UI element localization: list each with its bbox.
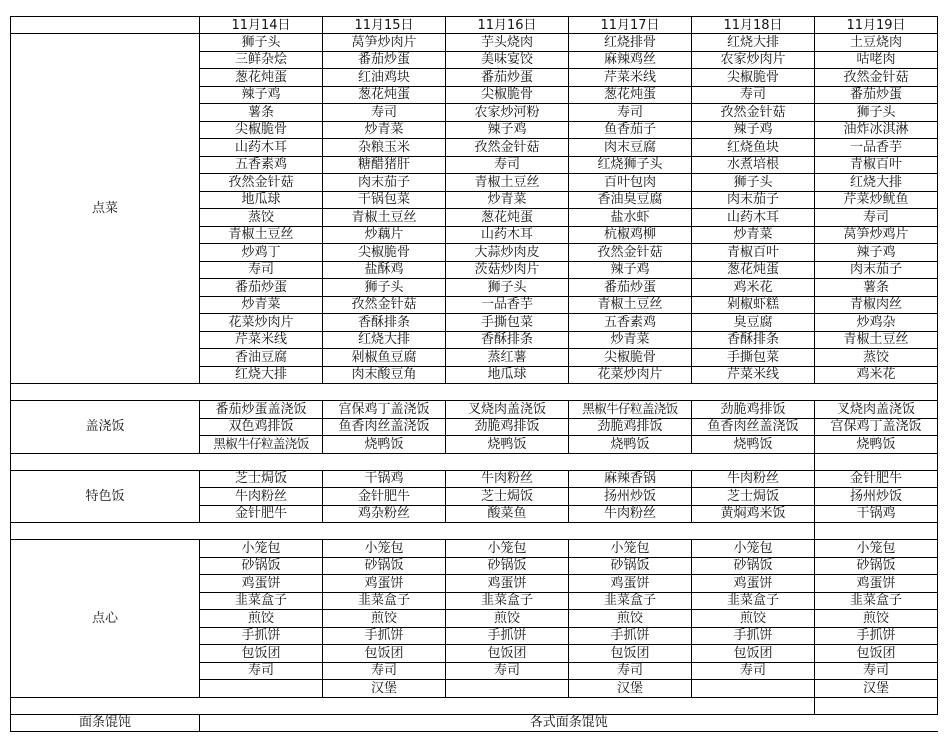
- menu-item-cell: 香酥排条: [692, 331, 815, 349]
- menu-item-cell: 番茄炒蛋盖浇饭: [200, 401, 323, 419]
- menu-item-cell: 炒鸡杂: [815, 314, 938, 332]
- menu-item-cell: 汉堡: [323, 680, 446, 698]
- menu-item-cell: [692, 680, 815, 698]
- menu-item-cell: 手抓饼: [815, 627, 938, 645]
- menu-item-cell: 鸡蛋饼: [692, 575, 815, 593]
- menu-item-cell: 葱花炖蛋: [200, 69, 323, 87]
- menu-item-cell: 韭菜盒子: [815, 592, 938, 610]
- menu-item-cell: 尖椒脆骨: [692, 69, 815, 87]
- menu-item-cell: 一品香芋: [446, 296, 569, 314]
- menu-item-cell: 烧鸭饭: [323, 436, 446, 454]
- menu-item-cell: 红烧大排: [815, 174, 938, 192]
- menu-item-cell: 臭豆腐: [692, 314, 815, 332]
- menu-item-cell: 鸡蛋饼: [815, 575, 938, 593]
- menu-item-cell: 尖椒脆骨: [323, 244, 446, 262]
- menu-item-cell: 青椒土豆丝: [323, 209, 446, 227]
- menu-item-cell: 尖椒脆骨: [569, 349, 692, 367]
- menu-item-cell: 番茄炒蛋: [815, 86, 938, 104]
- menu-item-cell: 茨菇炒肉片: [446, 261, 569, 279]
- menu-item-cell: 韭菜盒子: [692, 592, 815, 610]
- menu-item-cell: 炒青菜: [446, 191, 569, 209]
- menu-item-cell: 青椒土豆丝: [446, 174, 569, 192]
- menu-item-cell: 煎饺: [200, 610, 323, 628]
- menu-item-cell: 鸡蛋饼: [569, 575, 692, 593]
- rice-bowls-category-label: 盖浇饭: [11, 401, 200, 454]
- date-header: 11月19日: [815, 17, 938, 34]
- menu-item-cell: 寿司: [692, 86, 815, 104]
- menu-item-cell: 糖醋猪肝: [323, 156, 446, 174]
- menu-item-cell: 叉烧肉盖浇饭: [815, 401, 938, 419]
- separator-cell: [815, 697, 938, 714]
- menu-item-cell: 红油鸡块: [323, 69, 446, 87]
- menu-item-cell: 葱花炖蛋: [446, 209, 569, 227]
- menu-item-cell: 肉末酸豆角: [323, 366, 446, 384]
- menu-item-cell: 小笼包: [815, 540, 938, 558]
- menu-item-cell: 寿司: [446, 662, 569, 680]
- menu-item-cell: 煎饺: [446, 610, 569, 628]
- menu-item-cell: 香油臭豆腐: [569, 191, 692, 209]
- menu-item-cell: 干锅鸡: [815, 505, 938, 523]
- menu-item-cell: 蒸饺: [200, 209, 323, 227]
- menu-item-cell: 三鲜杂烩: [200, 51, 323, 69]
- menu-item-cell: 烧鸭饭: [815, 436, 938, 454]
- menu-item-cell: 砂锅饭: [692, 557, 815, 575]
- menu-item-cell: 青椒土豆丝: [200, 226, 323, 244]
- menu-item-cell: 狮子头: [692, 174, 815, 192]
- menu-item-cell: 山药木耳: [692, 209, 815, 227]
- section-separator: [11, 384, 938, 401]
- menu-item-cell: 肉末茄子: [692, 191, 815, 209]
- menu-item-cell: 花菜炒肉片: [569, 366, 692, 384]
- menu-item-cell: 鸡米花: [815, 366, 938, 384]
- menu-item-cell: 黑椒牛仔粒盖浇饭: [200, 436, 323, 454]
- date-header: 11月18日: [692, 17, 815, 34]
- menu-item-cell: 手抓饼: [200, 627, 323, 645]
- menu-item-cell: 盐酥鸡: [323, 261, 446, 279]
- menu-item-cell: 剁椒鱼豆腐: [323, 349, 446, 367]
- menu-item-cell: 手撕包菜: [446, 314, 569, 332]
- menu-item-cell: 寿司: [815, 209, 938, 227]
- section-separator: [11, 523, 938, 540]
- menu-item-cell: 蒸饺: [815, 349, 938, 367]
- separator-cell: [11, 453, 815, 470]
- menu-item-cell: 辣子鸡: [815, 244, 938, 262]
- menu-item-cell: 剁椒虾糕: [692, 296, 815, 314]
- menu-item-cell: 金针肥牛: [323, 488, 446, 506]
- menu-item-cell: 农家炒河粉: [446, 104, 569, 122]
- menu-item-cell: 鸡蛋饼: [323, 575, 446, 593]
- menu-item-cell: 小笼包: [446, 540, 569, 558]
- menu-item-cell: 番茄炒蛋: [446, 69, 569, 87]
- menu-item-cell: 蒸红薯: [446, 349, 569, 367]
- menu-item-cell: 青椒百叶: [692, 244, 815, 262]
- menu-item-cell: 红烧排骨: [569, 34, 692, 52]
- menu-item-cell: 小笼包: [323, 540, 446, 558]
- date-header: 11月17日: [569, 17, 692, 34]
- menu-item-cell: 寿司: [569, 104, 692, 122]
- snacks-row: [11, 540, 938, 558]
- menu-item-cell: 手抓饼: [569, 627, 692, 645]
- menu-item-cell: 百叶包肉: [569, 174, 692, 192]
- menu-item-cell: 炒青菜: [323, 121, 446, 139]
- menu-item-cell: 烧鸭饭: [446, 436, 569, 454]
- menu-item-cell: 砂锅饭: [815, 557, 938, 575]
- menu-item-cell: 肉末茄子: [815, 261, 938, 279]
- noodles-value-cell: 各式面条馄饨: [200, 714, 938, 732]
- menu-item-cell: 金针肥牛: [815, 470, 938, 488]
- menu-item-cell: 孜然金针菇: [200, 174, 323, 192]
- menu-item-cell: 劲脆鸡排饭: [692, 401, 815, 419]
- separator-cell: [11, 384, 938, 401]
- menu-item-cell: 酸菜鱼: [446, 505, 569, 523]
- menu-item-cell: 薯条: [200, 104, 323, 122]
- menu-item-cell: 狮子头: [815, 104, 938, 122]
- menu-item-cell: 五香素鸡: [200, 156, 323, 174]
- menu-item-cell: 葱花炖蛋: [692, 261, 815, 279]
- menu-item-cell: 砂锅饭: [446, 557, 569, 575]
- menu-item-cell: 牛肉粉丝: [446, 470, 569, 488]
- menu-item-cell: 红烧大排: [200, 366, 323, 384]
- separator-cell: [11, 697, 815, 714]
- dishes-category-label: 点菜: [11, 34, 200, 384]
- menu-item-cell: 孜然金针菇: [323, 296, 446, 314]
- menu-item-cell: 烧鸭饭: [569, 436, 692, 454]
- menu-item-cell: 包饭团: [692, 645, 815, 663]
- menu-item-cell: 芝士焗饭: [200, 470, 323, 488]
- menu-item-cell: 芹菜米线: [200, 331, 323, 349]
- menu-item-cell: 红烧大排: [692, 34, 815, 52]
- menu-item-cell: 煎饺: [569, 610, 692, 628]
- menu-item-cell: 干锅包菜: [323, 191, 446, 209]
- menu-item-cell: 寿司: [200, 662, 323, 680]
- menu-item-cell: 芝士焗饭: [692, 488, 815, 506]
- menu-item-cell: 鸡杂粉丝: [323, 505, 446, 523]
- menu-item-cell: 炒青菜: [200, 296, 323, 314]
- menu-item-cell: 牛肉粉丝: [200, 488, 323, 506]
- dishes-row: [11, 34, 938, 52]
- menu-item-cell: 炒鸡丁: [200, 244, 323, 262]
- menu-item-cell: 烧鸭饭: [692, 436, 815, 454]
- menu-item-cell: 砂锅饭: [569, 557, 692, 575]
- menu-item-cell: 美味宴饺: [446, 51, 569, 69]
- menu-item-cell: 大蒜炒肉皮: [446, 244, 569, 262]
- menu-item-cell: 红烧狮子头: [569, 156, 692, 174]
- menu-item-cell: 手抓饼: [323, 627, 446, 645]
- section-separator: [11, 697, 938, 714]
- menu-item-cell: 韭菜盒子: [569, 592, 692, 610]
- menu-item-cell: 青椒土豆丝: [569, 296, 692, 314]
- menu-item-cell: 寿司: [200, 261, 323, 279]
- menu-item-cell: 寿司: [323, 104, 446, 122]
- date-header: 11月14日: [200, 17, 323, 34]
- menu-item-cell: 辣子鸡: [569, 261, 692, 279]
- date-header: 11月15日: [323, 17, 446, 34]
- menu-item-cell: 麻辣鸡丝: [569, 51, 692, 69]
- menu-item-cell: 小笼包: [692, 540, 815, 558]
- menu-item-cell: 孜然金针菇: [446, 139, 569, 157]
- menu-item-cell: 芝士焗饭: [446, 488, 569, 506]
- header-row: [11, 17, 938, 34]
- menu-item-cell: 寿司: [323, 662, 446, 680]
- menu-item-cell: 莴笋炒肉片: [323, 34, 446, 52]
- noodles-category-label: 面条馄饨: [11, 714, 200, 732]
- rice-bowls-row: [11, 401, 938, 419]
- menu-item-cell: 炒青菜: [692, 226, 815, 244]
- menu-item-cell: 汉堡: [815, 680, 938, 698]
- menu-item-cell: 杂粮玉米: [323, 139, 446, 157]
- menu-item-cell: 煎饺: [323, 610, 446, 628]
- weekly-menu-table: [10, 16, 938, 732]
- menu-item-cell: 扬州炒饭: [815, 488, 938, 506]
- menu-item-cell: 一品香芋: [815, 139, 938, 157]
- menu-item-cell: 金针肥牛: [200, 505, 323, 523]
- menu-item-cell: 砂锅饭: [323, 557, 446, 575]
- menu-item-cell: 寿司: [692, 662, 815, 680]
- date-header: 11月16日: [446, 17, 569, 34]
- menu-item-cell: 杭椒鸡柳: [569, 226, 692, 244]
- menu-item-cell: 韭菜盒子: [323, 592, 446, 610]
- menu-item-cell: 黄焖鸡米饭: [692, 505, 815, 523]
- menu-item-cell: 油炸冰淇淋: [815, 121, 938, 139]
- menu-item-cell: 包饭团: [446, 645, 569, 663]
- menu-item-cell: 狮子头: [323, 279, 446, 297]
- menu-item-cell: 芹菜炒鱿鱼: [815, 191, 938, 209]
- menu-item-cell: 包饭团: [200, 645, 323, 663]
- menu-item-cell: 包饭团: [323, 645, 446, 663]
- menu-item-cell: 叉烧肉盖浇饭: [446, 401, 569, 419]
- menu-item-cell: 辣子鸡: [692, 121, 815, 139]
- menu-item-cell: 红烧鱼块: [692, 139, 815, 157]
- menu-item-cell: 韭菜盒子: [446, 592, 569, 610]
- menu-item-cell: 寿司: [815, 662, 938, 680]
- menu-item-cell: 肉末豆腐: [569, 139, 692, 157]
- menu-item-cell: 红烧大排: [323, 331, 446, 349]
- menu-item-cell: 番茄炒蛋: [569, 279, 692, 297]
- menu-item-cell: 小笼包: [569, 540, 692, 558]
- corner-cell: [11, 17, 200, 34]
- menu-item-cell: 山药木耳: [200, 139, 323, 157]
- menu-item-cell: 劲脆鸡排饭: [569, 418, 692, 436]
- menu-item-cell: 手抓饼: [446, 627, 569, 645]
- menu-item-cell: 炒藕片: [323, 226, 446, 244]
- menu-item-cell: 五香素鸡: [569, 314, 692, 332]
- menu-item-cell: 包饭团: [569, 645, 692, 663]
- menu-item-cell: 香油豆腐: [200, 349, 323, 367]
- menu-item-cell: 辣子鸡: [200, 86, 323, 104]
- menu-item-cell: 牛肉粉丝: [569, 505, 692, 523]
- menu-item-cell: 尖椒脆骨: [200, 121, 323, 139]
- menu-item-cell: 香酥排条: [446, 331, 569, 349]
- menu-item-cell: 土豆烧肉: [815, 34, 938, 52]
- menu-item-cell: 鱼香茄子: [569, 121, 692, 139]
- menu-item-cell: 盐水虾: [569, 209, 692, 227]
- menu-item-cell: 双色鸡排饭: [200, 418, 323, 436]
- menu-item-cell: 鸡蛋饼: [446, 575, 569, 593]
- menu-item-cell: 砂锅饭: [200, 557, 323, 575]
- menu-item-cell: 番茄炒蛋: [323, 51, 446, 69]
- menu-item-cell: 鸡蛋饼: [200, 575, 323, 593]
- menu-item-cell: 孜然金针菇: [692, 104, 815, 122]
- menu-item-cell: 包饭团: [815, 645, 938, 663]
- menu-item-cell: 地瓜球: [200, 191, 323, 209]
- menu-item-cell: 芹菜米线: [569, 69, 692, 87]
- menu-item-cell: 手抓饼: [692, 627, 815, 645]
- menu-item-cell: 农家炒肉片: [692, 51, 815, 69]
- menu-item-cell: 香酥排条: [323, 314, 446, 332]
- menu-item-cell: 煎饺: [815, 610, 938, 628]
- snacks-category-label: 点心: [11, 540, 200, 698]
- menu-item-cell: [446, 680, 569, 698]
- separator-cell: [11, 523, 815, 540]
- menu-item-cell: 汉堡: [569, 680, 692, 698]
- menu-item-cell: 寿司: [569, 662, 692, 680]
- menu-item-cell: 芋头烧肉: [446, 34, 569, 52]
- menu-item-cell: 地瓜球: [446, 366, 569, 384]
- menu-item-cell: 寿司: [446, 156, 569, 174]
- menu-item-cell: 手撕包菜: [692, 349, 815, 367]
- menu-item-cell: 宫保鸡丁盖浇饭: [323, 401, 446, 419]
- menu-item-cell: 水煮培根: [692, 156, 815, 174]
- menu-item-cell: 孜然金针菇: [815, 69, 938, 87]
- menu-item-cell: 莴笋炒鸡片: [815, 226, 938, 244]
- specials-row: [11, 470, 938, 488]
- menu-item-cell: 牛肉粉丝: [692, 470, 815, 488]
- menu-item-cell: 狮子头: [446, 279, 569, 297]
- menu-item-cell: 薯条: [815, 279, 938, 297]
- separator-cell: [815, 453, 938, 470]
- menu-item-cell: 劲脆鸡排饭: [446, 418, 569, 436]
- menu-item-cell: 肉末茄子: [323, 174, 446, 192]
- menu-item-cell: 麻辣香锅: [569, 470, 692, 488]
- section-separator: [11, 453, 938, 470]
- menu-item-cell: 花菜炒肉片: [200, 314, 323, 332]
- menu-item-cell: 煎饺: [692, 610, 815, 628]
- menu-item-cell: 芹菜米线: [692, 366, 815, 384]
- menu-item-cell: 宫保鸡丁盖浇饭: [815, 418, 938, 436]
- menu-item-cell: [200, 680, 323, 698]
- menu-item-cell: 干锅鸡: [323, 470, 446, 488]
- menu-item-cell: 山药木耳: [446, 226, 569, 244]
- menu-item-cell: 扬州炒饭: [569, 488, 692, 506]
- menu-item-cell: 尖椒脆骨: [446, 86, 569, 104]
- menu-item-cell: 青椒土豆丝: [815, 331, 938, 349]
- menu-item-cell: 孜然金针菇: [569, 244, 692, 262]
- menu-item-cell: 葱花炖蛋: [323, 86, 446, 104]
- menu-item-cell: 番茄炒蛋: [200, 279, 323, 297]
- menu-item-cell: 韭菜盒子: [200, 592, 323, 610]
- specials-category-label: 特色饭: [11, 470, 200, 523]
- menu-item-cell: 鱼香肉丝盖浇饭: [323, 418, 446, 436]
- menu-item-cell: 小笼包: [200, 540, 323, 558]
- menu-item-cell: 黑椒牛仔粒盖浇饭: [569, 401, 692, 419]
- menu-item-cell: 鸡米花: [692, 279, 815, 297]
- menu-item-cell: 辣子鸡: [446, 121, 569, 139]
- menu-item-cell: 青椒百叶: [815, 156, 938, 174]
- noodles-row: [11, 714, 938, 732]
- menu-item-cell: 葱花炖蛋: [569, 86, 692, 104]
- menu-item-cell: 炒青菜: [569, 331, 692, 349]
- menu-item-cell: 咕咾肉: [815, 51, 938, 69]
- menu-item-cell: 青椒肉丝: [815, 296, 938, 314]
- separator-cell: [815, 523, 938, 540]
- menu-item-cell: 狮子头: [200, 34, 323, 52]
- menu-item-cell: 鱼香肉丝盖浇饭: [692, 418, 815, 436]
